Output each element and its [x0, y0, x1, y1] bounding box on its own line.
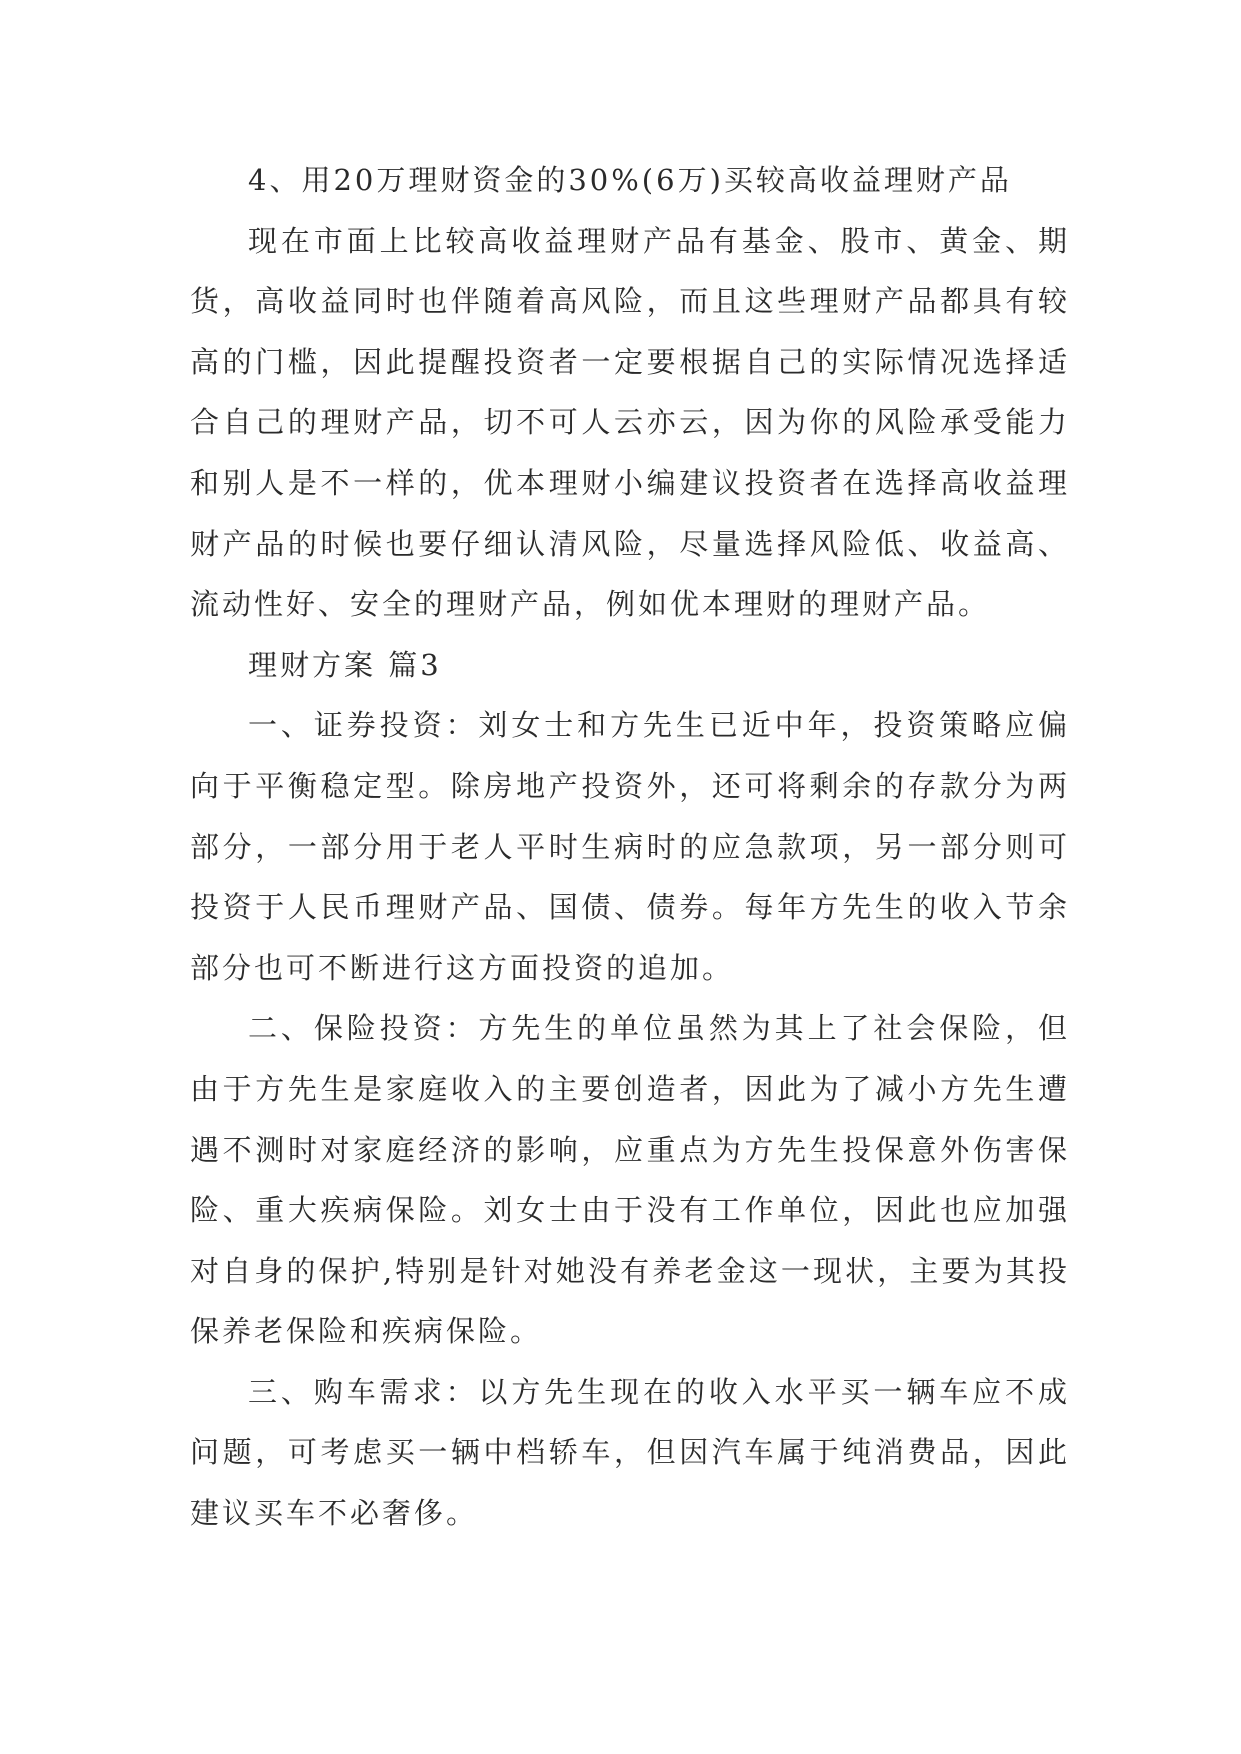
heading-item-4: 4、用20万理财资金的30%(6万)买较高收益理财产品 [248, 163, 1012, 197]
document-body [190, 150, 1070, 1544]
section-title-plan-3: 理财方案 篇3 [248, 647, 442, 682]
paragraph-insurance: 二、保险投资：方先生的单位虽然为其上了社会保险，但由于方先生是家庭收入的主要创造者，因此为了减小方先生遭遇不测时对家庭经济的影响，应重点为方先生投保意外伤害保险、重大疾病保险。刘女士由于没有工作单位，因此也应加强对自身的保护,特别是针对她没有养老金这一现状，主要为其投保养老保险和疾病保险。 [190, 1011, 1070, 1349]
paragraph-securities: 一、证券投资：刘女士和方先生已近中年，投资策略应偏向于平衡稳定型。除房地产投资外，还可将剩余的存款分为两部分，一部分用于老人平时生病时的应急款项，另一部分则可投资于人民币理财产品、国债、债券。每年方先生的收入节余部分也可不断进行这方面投资的追加。 [190, 708, 1070, 985]
paragraph-car-purchase: 三、购车需求：以方先生现在的收入水平买一辆车应不成问题，可考虑买一辆中档轿车，但因汽车属于纯消费品，因此建议买车不必奢侈。 [190, 1374, 1070, 1531]
paragraph-high-yield: 现在市面上比较高收益理财产品有基金、股市、黄金、期货，高收益同时也伴随着高风险，而且这些理财产品都具有较高的门槛，因此提醒投资者一定要根据自己的实际情况选择适合自己的理财产品，切不可人云亦云，因为你的风险承受能力和别人是不一样的，优本理财小编建议投资者在选择高收益理财产品的时候也要仔细认清风险，尽量选择风险低、收益高、流动性好、安全的理财产品，例如优本理财的理财产品。 [190, 223, 1070, 622]
